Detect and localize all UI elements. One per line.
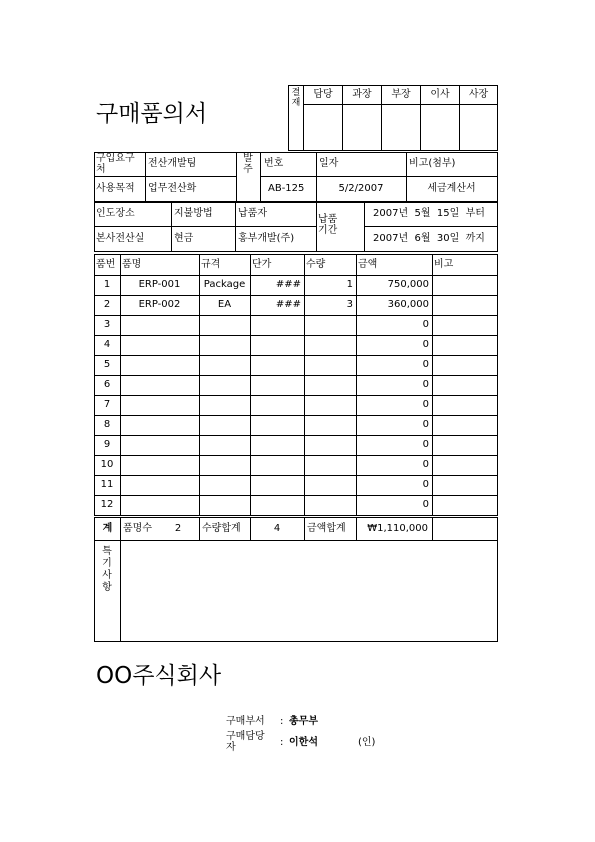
totals-label: 계 <box>102 523 113 534</box>
number-label: 번호 <box>264 158 284 169</box>
table-row-number: 2 <box>103 299 111 310</box>
period-label: 납품기간 <box>318 214 338 236</box>
delivery-place-value: 본사전산실 <box>96 233 145 244</box>
approval-box <box>288 85 498 151</box>
table-cell: 0 <box>422 459 429 470</box>
purchase-dept-label: 구매부서 <box>226 716 265 727</box>
table-cell: 1 <box>346 279 353 290</box>
table-cell: 750,000 <box>387 279 429 290</box>
table-cell: ### <box>275 279 301 290</box>
table-row-number: 4 <box>103 339 111 350</box>
qty-total-label: 수량합계 <box>202 523 241 534</box>
delivery-place-label: 인도장소 <box>96 208 135 219</box>
table-cell: ERP-001 <box>138 279 181 290</box>
table-header-3: 단가 <box>252 259 272 270</box>
order-label: 발주 <box>243 153 253 175</box>
table-header-2: 규격 <box>201 259 221 270</box>
purchase-person-value: 이한석 <box>289 737 318 748</box>
table-cell: Package <box>203 279 246 290</box>
table-cell: ERP-002 <box>138 299 181 310</box>
table-cell: 0 <box>422 379 429 390</box>
totals-row <box>94 517 498 541</box>
date-value: 5/2/2007 <box>338 183 384 194</box>
table-cell: EA <box>217 299 232 310</box>
number-value: AB-125 <box>268 183 305 194</box>
date-label: 일자 <box>319 158 339 169</box>
table-cell: 0 <box>422 499 429 510</box>
purpose-label: 사용목적 <box>96 183 135 194</box>
table-cell: 3 <box>346 299 353 310</box>
approval-label: 결재 <box>291 88 301 108</box>
table-row-number: 10 <box>100 459 114 470</box>
item-count-label: 품명수 <box>123 523 152 534</box>
table-cell: 0 <box>422 419 429 430</box>
table-cell: 360,000 <box>387 299 429 310</box>
table-cell: 0 <box>422 399 429 410</box>
company-name: OO주식회사 <box>96 663 222 689</box>
requester-label: 구입요구처 <box>96 153 135 175</box>
table-header-4: 수량 <box>306 259 326 270</box>
approval-col-5: 사장 <box>468 89 489 100</box>
table-row-number: 3 <box>103 319 111 330</box>
table-header-1: 품명 <box>122 259 142 270</box>
approval-col-4: 이사 <box>430 89 450 100</box>
info-block-order <box>94 152 498 202</box>
payment-value: 현금 <box>174 233 194 244</box>
purchase-dept-value: 총무부 <box>289 716 318 727</box>
document-title: 구매품의서 <box>96 101 208 127</box>
amount-total-label: 금액합계 <box>307 523 346 534</box>
colon: : <box>280 716 284 727</box>
table-header-0: 품번 <box>96 259 116 270</box>
table-row-number: 7 <box>103 399 111 410</box>
period-start: 2007년 5월 15일 부터 <box>373 208 485 219</box>
remark-label: 비고(첨부) <box>409 158 456 169</box>
amount-total-value: ₩1,110,000 <box>367 523 428 534</box>
table-row-number: 9 <box>103 439 111 450</box>
special-notes-box <box>94 540 498 642</box>
payment-label: 지불방법 <box>174 208 213 219</box>
approval-col-3: 부장 <box>391 89 411 100</box>
period-end: 2007년 6월 30일 까지 <box>373 233 485 244</box>
seal-mark: (인) <box>358 737 376 748</box>
purchase-person-label: 구매담당자 <box>226 731 265 753</box>
remark-value: 세금계산서 <box>427 183 476 194</box>
colon: : <box>280 737 284 748</box>
table-row-number: 1 <box>103 279 111 290</box>
approval-col-1: 담당 <box>313 89 333 100</box>
table-cell: 0 <box>422 479 429 490</box>
table-row-number: 6 <box>103 379 111 390</box>
table-header-5: 금액 <box>358 259 378 270</box>
special-notes-label: 특기사항 <box>102 546 112 593</box>
supplier-value: 홍부개발(주) <box>238 233 295 244</box>
purpose-value: 업무전산화 <box>148 183 197 194</box>
table-row-number: 12 <box>100 499 114 510</box>
table-row-number: 8 <box>103 419 111 430</box>
table-cell: 0 <box>422 359 429 370</box>
info-block-delivery <box>94 202 498 252</box>
table-cell: 0 <box>422 439 429 450</box>
table-header-6: 비고 <box>434 259 454 270</box>
items-table <box>94 254 498 517</box>
supplier-label: 납품자 <box>238 208 267 219</box>
qty-total-value: 4 <box>273 523 281 534</box>
approval-col-2: 과장 <box>352 89 372 100</box>
table-cell: ### <box>275 299 301 310</box>
item-count-value: 2 <box>174 523 182 534</box>
table-row-number: 5 <box>103 359 111 370</box>
table-row-number: 11 <box>100 479 114 490</box>
table-cell: 0 <box>422 339 429 350</box>
table-cell: 0 <box>422 319 429 330</box>
requester-value: 전산개발팀 <box>148 158 197 169</box>
